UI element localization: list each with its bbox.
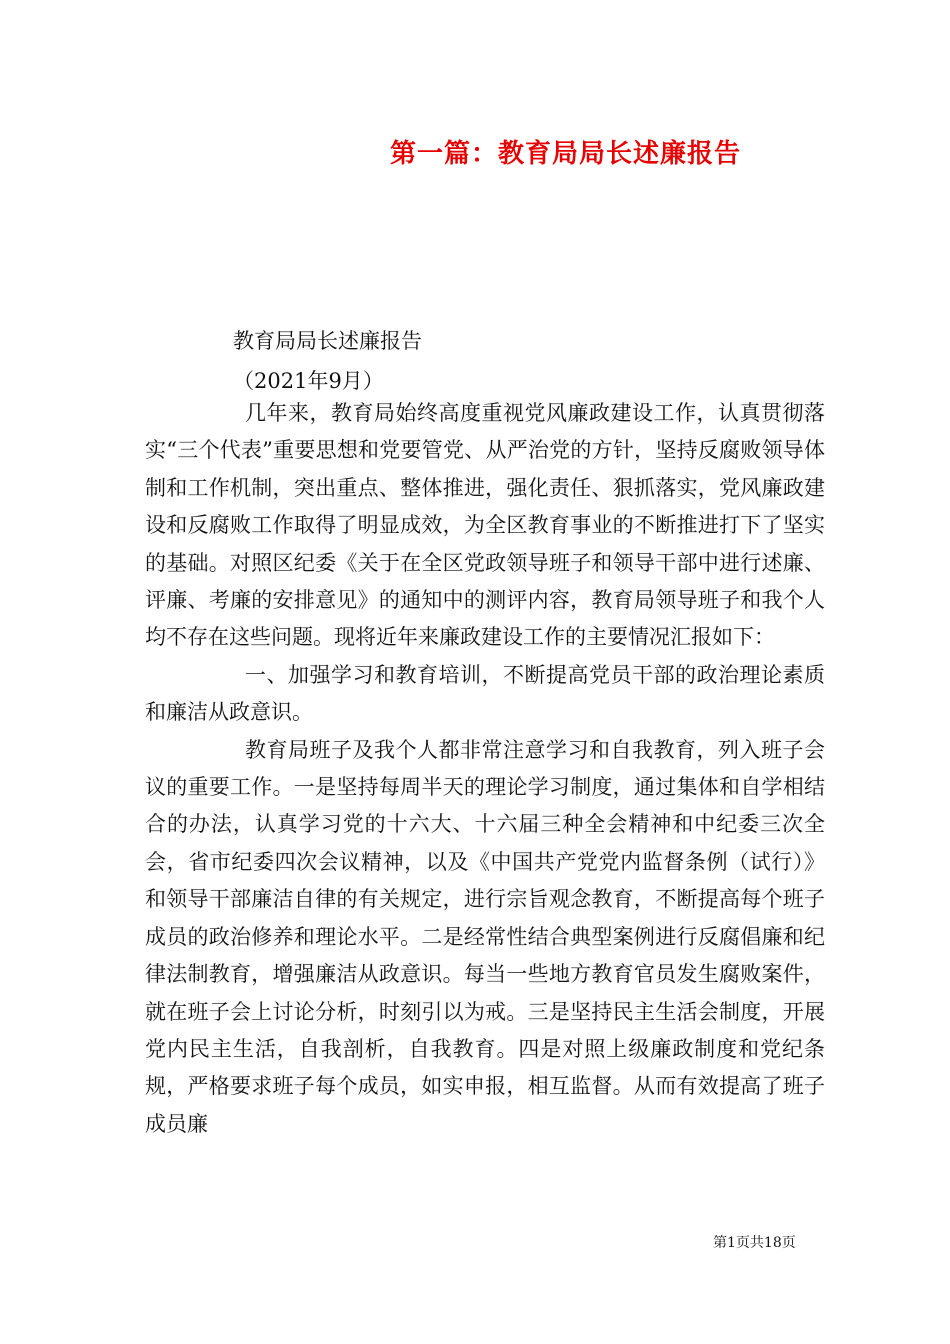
paragraph-section-heading: 一、加强学习和教育培训，不断提高党员干部的政治理论素质和廉洁从政意识。 xyxy=(145,662,825,725)
paragraph-intro: 几年来，教育局始终高度重视党风廉政建设工作，认真贯彻落实“三个代表”重要思想和党要管党、从严治党的方针，坚持反腐败领导体制和工作机制，突出重点、整体推进，强化责任、狠抓落实，党风廉政建设和反腐败工作取得了明显成效，为全区教育事业的不断推进打下了坚实的基础。对照区纪委《关于在全区党政领导班子和领导干部中进行述廉、评廉、考廉的安排意见》的通知中的测评内容，教育局领导班子和我个人均不存在这些问题。现将近年来廉政建设工作的主要情况汇报如下： xyxy=(145,401,825,650)
document-date: （2021年9月） xyxy=(233,369,384,393)
paragraph-study: 教育局班子及我个人都非常注意学习和自我教育，列入班子会议的重要工作。一是坚持每周半天的理论学习制度，通过集体和自学相结合的办法，认真学习党的十六大、十六届三种全会精神和中纪委三次全会，省市纪委四次会议精神，以及《中国共产党党内监督条例（试行）》和领导干部廉洁自律的有关规定，进行宗旨观念教育，不断提高每个班子成员的政治修养和理论水平。二是经常性结合典型案例进行反腐倡廉和纪律法制教育，增强廉洁从政意识。每当一些地方教育官员发生腐败案件，就在班子会上讨论分析，时刻引以为戒。三是坚持民主生活会制度，开展党内民主生活，自我剖析，自我教育。四是对照上级廉政制度和党纪条规，严格要求班子每个成员，如实申报，相互监督。从而有效提高了班子成员廉 xyxy=(145,737,825,1136)
document-body xyxy=(145,395,825,1143)
document-heading: 教育局局长述廉报告 xyxy=(233,329,422,353)
page-title: 第一篇：教育局局长述廉报告 xyxy=(390,139,742,169)
page-number: 第1页共18页 xyxy=(713,1235,796,1251)
